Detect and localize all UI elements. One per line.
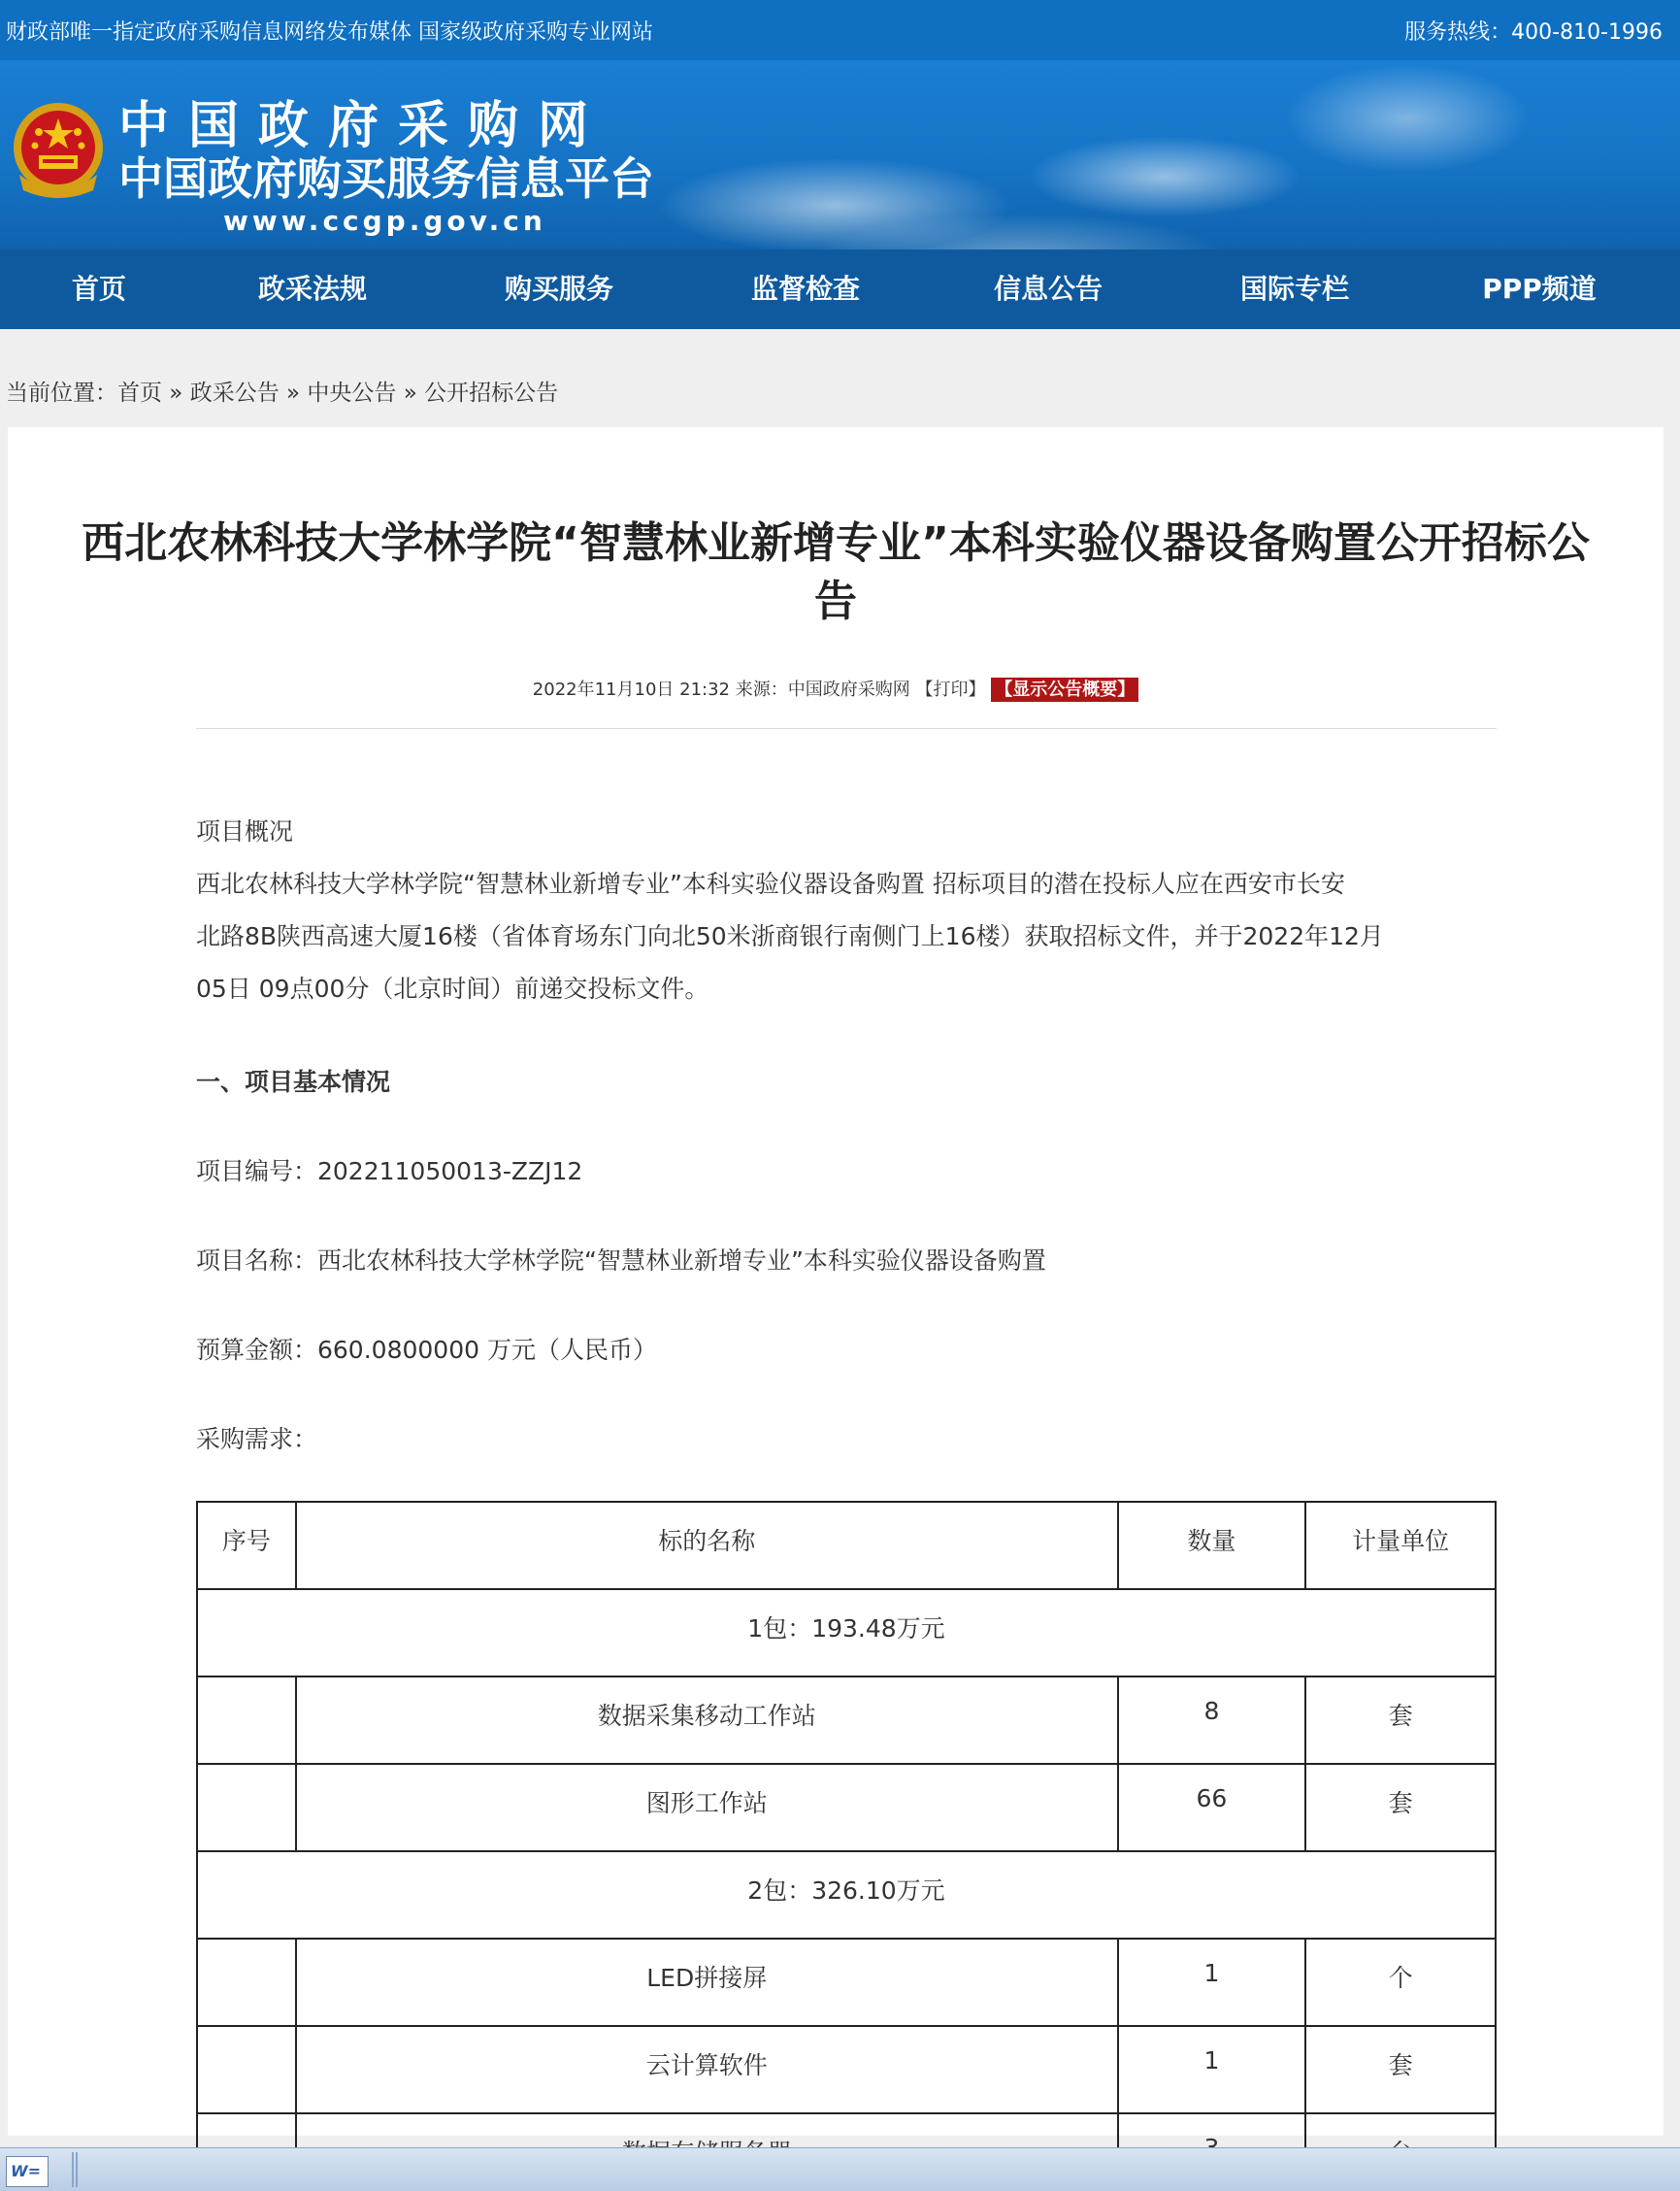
table-cell-name: 数据采集移动工作站	[296, 1676, 1118, 1764]
table-cell-name: 图形工作站	[296, 1764, 1118, 1851]
table-row	[197, 1939, 1496, 2026]
section-heading: 一、项目基本情况	[196, 1068, 391, 1096]
package-row	[197, 1589, 1496, 1676]
site-title	[118, 99, 654, 239]
table-cell-qty: 1	[1118, 2026, 1306, 2113]
site-slogan: 财政部唯一指定政府采购信息网络发布媒体 国家级政府采购专业网站	[6, 20, 653, 45]
table-cell-name: 云计算软件	[296, 2026, 1118, 2113]
table-header-cell: 序号	[197, 1502, 296, 1589]
nav-item-announcements[interactable]: 信息公告	[993, 273, 1103, 305]
table-cell-no	[197, 1764, 296, 1851]
table-row	[197, 2026, 1496, 2113]
requirements-table	[196, 1501, 1497, 2191]
overview-line: 西北农林科技大学林学院“智慧林业新增专业”本科实验仪器设备购置 招标项目的潜在投标人应在西安市长安	[196, 870, 1345, 898]
page-title	[37, 515, 1634, 631]
table-cell-no	[197, 1939, 296, 2026]
table-cell-name: LED拼接屏	[296, 1939, 1118, 2026]
divider	[196, 728, 1497, 729]
site-url: www.ccgp.gov.cn	[223, 205, 546, 237]
table-header-cell: 计量单位	[1305, 1502, 1496, 1589]
project-number: 项目编号：202211050013-ZZJ12	[196, 1157, 583, 1185]
breadcrumb[interactable]: 当前位置：首页 » 政采公告 » 中央公告 » 公开招标公告	[6, 381, 559, 406]
site-title-line1: 中国政府采购网	[118, 97, 609, 155]
table-row	[197, 1676, 1496, 1764]
requirements-label: 采购需求：	[196, 1425, 318, 1453]
national-emblem-icon	[10, 97, 107, 204]
table-cell-unit: 套	[1305, 1676, 1496, 1764]
taskbar	[0, 2147, 1680, 2191]
table-cell-no	[197, 1676, 296, 1764]
table-header-cell: 数量	[1118, 1502, 1306, 1589]
project-name: 项目名称：西北农林科技大学林学院“智慧林业新增专业”本科实验仪器设备购置	[196, 1246, 1046, 1275]
service-hotline: 服务热线：400-810-1996	[1404, 20, 1663, 45]
table-cell-no	[197, 2026, 296, 2113]
nav-item-international[interactable]: 国际专栏	[1239, 273, 1349, 305]
table-cell-qty: 1	[1118, 1939, 1306, 2026]
table-cell-unit: 套	[1305, 2026, 1496, 2113]
table-header-row	[197, 1502, 1496, 1589]
budget-amount: 预算金额：660.0800000 万元（人民币）	[196, 1336, 657, 1364]
table-cell-qty: 66	[1118, 1764, 1306, 1851]
site-title-line2: 中国政府购买服务信息平台	[118, 152, 654, 205]
overview-line: 05日 09点00分（北京时间）前递交投标文件。	[196, 975, 709, 1003]
page-title-line2: 告	[814, 577, 857, 626]
site-banner	[0, 60, 1680, 249]
page-title-line1: 西北农林科技大学林学院“智慧林业新增专业”本科实验仪器设备购置公开招标公	[82, 518, 1590, 568]
table-cell-unit: 套	[1305, 1764, 1496, 1851]
article-meta	[8, 676, 1664, 701]
top-strip	[0, 0, 1680, 60]
publish-info: 2022年11月10日 21:32 来源：中国政府采购网	[532, 680, 910, 700]
overview-heading: 项目概况	[196, 817, 294, 846]
nav-item-supervision[interactable]: 监督检查	[750, 273, 860, 305]
package-label: 1包：193.48万元	[197, 1589, 1496, 1676]
table-row	[197, 1764, 1496, 1851]
word-document-icon[interactable]: W=	[6, 2156, 49, 2187]
taskbar-grip	[72, 2152, 78, 2187]
nav-item-ppp[interactable]: PPP频道	[1482, 273, 1597, 305]
table-cell-unit: 个	[1305, 1939, 1496, 2026]
table-header-cell: 标的名称	[296, 1502, 1118, 1589]
overview-section	[196, 806, 1497, 1015]
print-link[interactable]: 【打印】	[915, 680, 986, 700]
nav-item-regulations[interactable]: 政采法规	[257, 273, 367, 305]
show-summary-button[interactable]: 【显示公告概要】	[991, 678, 1138, 702]
package-label: 2包：326.10万元	[197, 1851, 1496, 1939]
package-row	[197, 1851, 1496, 1939]
nav-item-purchase-services[interactable]: 购买服务	[504, 273, 613, 305]
main-nav	[0, 249, 1680, 329]
table-cell-qty: 8	[1118, 1676, 1306, 1764]
nav-item-home[interactable]: 首页	[71, 273, 126, 305]
overview-line: 北路8B陕西高速大厦16楼（省体育场东门向北50米浙商银行南侧门上16楼）获取招标文件，并于2022年12月	[196, 922, 1384, 950]
